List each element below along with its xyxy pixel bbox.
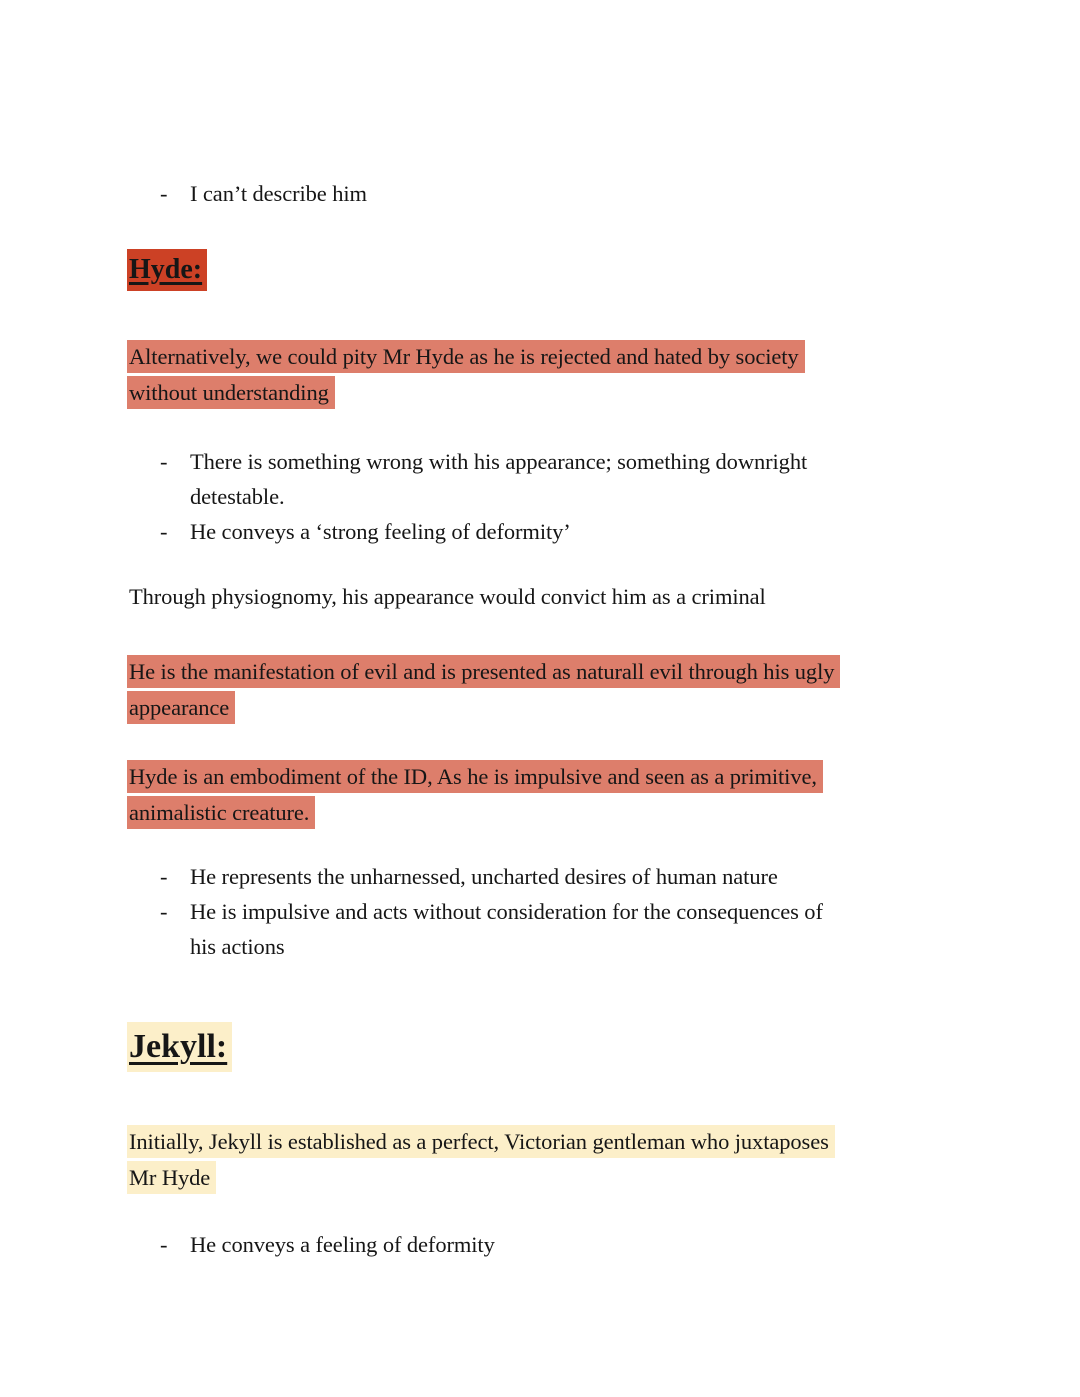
bullet-line: There is something wrong with his appearance; something downright xyxy=(190,449,808,474)
bullet-text xyxy=(190,859,980,894)
bullet-line: He is impulsive and acts without consideration for the consequences of xyxy=(190,899,823,924)
bullet-dash: - xyxy=(160,449,168,474)
paragraph-line: animalistic creature. xyxy=(127,796,315,829)
bullet-dash: - xyxy=(160,1232,168,1257)
bullet-item xyxy=(127,894,980,964)
highlighted-paragraph-evil xyxy=(127,655,980,724)
paragraph-line: Hyde is an embodiment of the ID, As he is impulsive and seen as a primitive, xyxy=(127,760,823,793)
jekyll-section-heading: Jekyll: xyxy=(127,1022,232,1072)
bullet-text xyxy=(190,1227,980,1262)
paragraph-line: Initially, Jekyll is established as a perfect, Victorian gentleman who juxtaposes xyxy=(127,1125,835,1158)
highlighted-paragraph-pity xyxy=(127,340,980,409)
bullet-text xyxy=(190,176,980,211)
paragraph-line: Alternatively, we could pity Mr Hyde as he is rejected and hated by society xyxy=(127,340,805,373)
bullet-line: He represents the unharnessed, uncharted desires of human nature xyxy=(190,864,778,889)
bullet-item xyxy=(127,514,980,549)
hyde-section-heading: Hyde: xyxy=(127,249,207,291)
bullet-dash: - xyxy=(160,864,168,889)
bullet-line: detestable. xyxy=(190,484,285,509)
bullet-dash: - xyxy=(160,899,168,924)
bullet-item xyxy=(127,859,980,894)
bullet-line: He conveys a feeling of deformity xyxy=(190,1232,495,1257)
bullet-list-appearance xyxy=(127,444,980,549)
bullet-list-id xyxy=(127,859,980,964)
bullet-text xyxy=(190,514,980,549)
paragraph-line: Through physiognomy, his appearance would convict him as a criminal xyxy=(129,584,766,609)
bullet-item xyxy=(127,444,980,514)
paragraph-line: He is the manifestation of evil and is presented as naturall evil through his ugly xyxy=(127,655,840,688)
bullet-line: his actions xyxy=(190,934,285,959)
bullet-text xyxy=(190,444,980,514)
bullet-text xyxy=(190,894,980,964)
paragraph-line: appearance xyxy=(127,691,235,724)
highlighted-paragraph-jekyll xyxy=(127,1125,980,1194)
bullet-line: I can’t describe him xyxy=(190,181,367,206)
bullet-dash: - xyxy=(160,181,168,206)
paragraph-physiognomy xyxy=(127,580,980,613)
bullet-line: He conveys a ‘strong feeling of deformity’ xyxy=(190,519,571,544)
paragraph-line: without understanding xyxy=(127,376,335,409)
bullet-item xyxy=(127,176,980,211)
paragraph-line: Mr Hyde xyxy=(127,1161,216,1194)
bullet-dash: - xyxy=(160,519,168,544)
bullet-item xyxy=(127,1227,980,1262)
highlighted-paragraph-id xyxy=(127,760,980,829)
